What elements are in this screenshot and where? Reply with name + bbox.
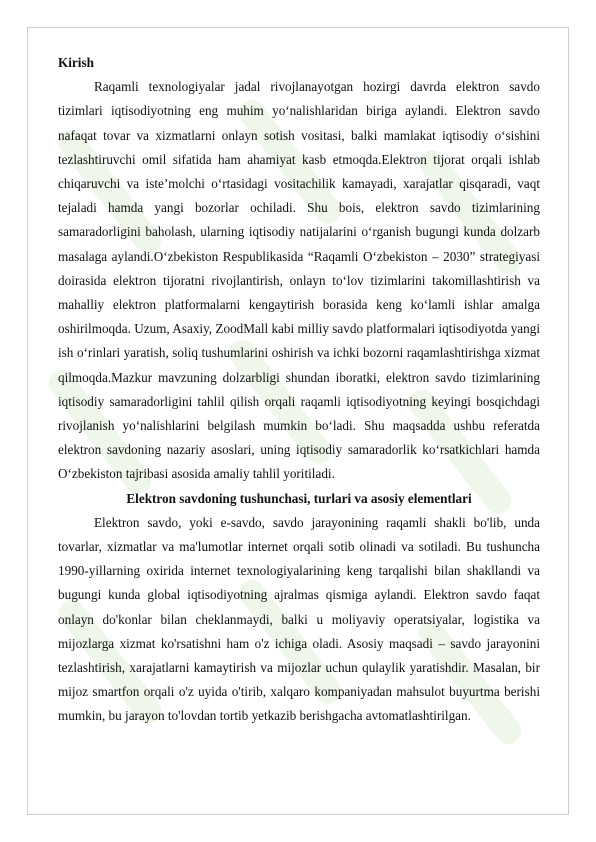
section-paragraph: Elektron savdo, yoki e-savdo, savdo jarayonining raqamli shakli bo'lib, unda tovarlar, xizmatlar va ma'lumotlar internet orqali sotib olinadi va sotiladi. Bu tushuncha 1990-yillarning oxirida internet texnologiyalarining keng tarqalishi bilan shakllandi va bugungi kunda global iqtisodiyotning ajralmas qismiga aylandi. Elektron savdo faqat onlayn do'konlar bilan cheklanmaydi, balki u moliyaviy operatsiyalar, logistika va mijozlarga xizmat ko'rsatishni ham o'z ichiga oladi. Asosiy maqsadi – savdo jarayonini tezlashtirish, xarajatlarni kamaytirish va mijozlar uchun qulaylik yaratishdir. Masalan, bir mijoz smartfon orqali o'z uyida o'tirib, xalqaro kompaniyadan mahsulot buyurtma berishi mumkin, bu jarayon to'lovdan tortib yetkazib berishgacha avtomatlashtirilgan. <box>58 514 540 724</box>
document-body <box>58 51 540 729</box>
intro-paragraph: Raqamli texnologiyalar jadal rivojlanayotgan hozirgi davrda elektron savdo tizimlari iqtisodiyotning eng muhim yo‘nalishlaridan biriga aylandi. Elektron savdo nafaqat tovar va xizmatlarni onlayn sotish vositasi, balki mamlakat iqtisodiy o‘sishini tezlashtiruvchi omil sifatida ham ahamiyat kasb etmoqda.Elektron tijorat orqali ishlab chiqaruvchi va iste’molchi o‘rtasidagi vositachilik kamayadi, xarajatlar qisqaradi, vaqt tejaladi hamda yangi bozorlar ochiladi. Shu bois, elektron savdo tizimlarining samaradorligini baholash, ularning iqtisodiy natijalarini o‘rganish bugungi kunda dolzarb masalaga aylandi.O‘zbekiston Respublikasida “Raqamli O‘zbekiston – 2030” strategiyasi doirasida elektron tijoratni rivojlantirish, onlayn to‘lov tizimlarini takomillashtirish va mahalliy elektron platformalarni kengaytirish borasida keng ko‘lamli ishlar amalga oshirilmoqda. Uzum, Asaxiy, ZoodMall kabi milliy savdo platformalari iqtisodiyotda yangi ish o‘rinlari yaratish, soliq tushumlarini oshirish va ichki bozorni raqamlashtirishga xizmat qilmoqda.Mazkur mavzuning dolzarbligi shundan iboratki, elektron savdo tizimlarining iqtisodiy samaradorligini tahlil qilish orqali raqamli iqtisodiyotning keyingi bosqichdagi rivojlanish yo‘nalishlarini belgilash mumkin bo‘ladi. Shu maqsadda ushbu referatda elektron savdoning nazariy asoslari, uning iqtisodiy samaradorlik ko‘rsatkichlari hamda O‘zbekiston tajribasi asosida amaliy tahlil yoritiladi. <box>58 79 540 482</box>
intro-heading: Kirish <box>58 55 94 70</box>
section-title: Elektron savdoning tushunchasi, turlari va asosiy elementlari <box>126 490 472 506</box>
